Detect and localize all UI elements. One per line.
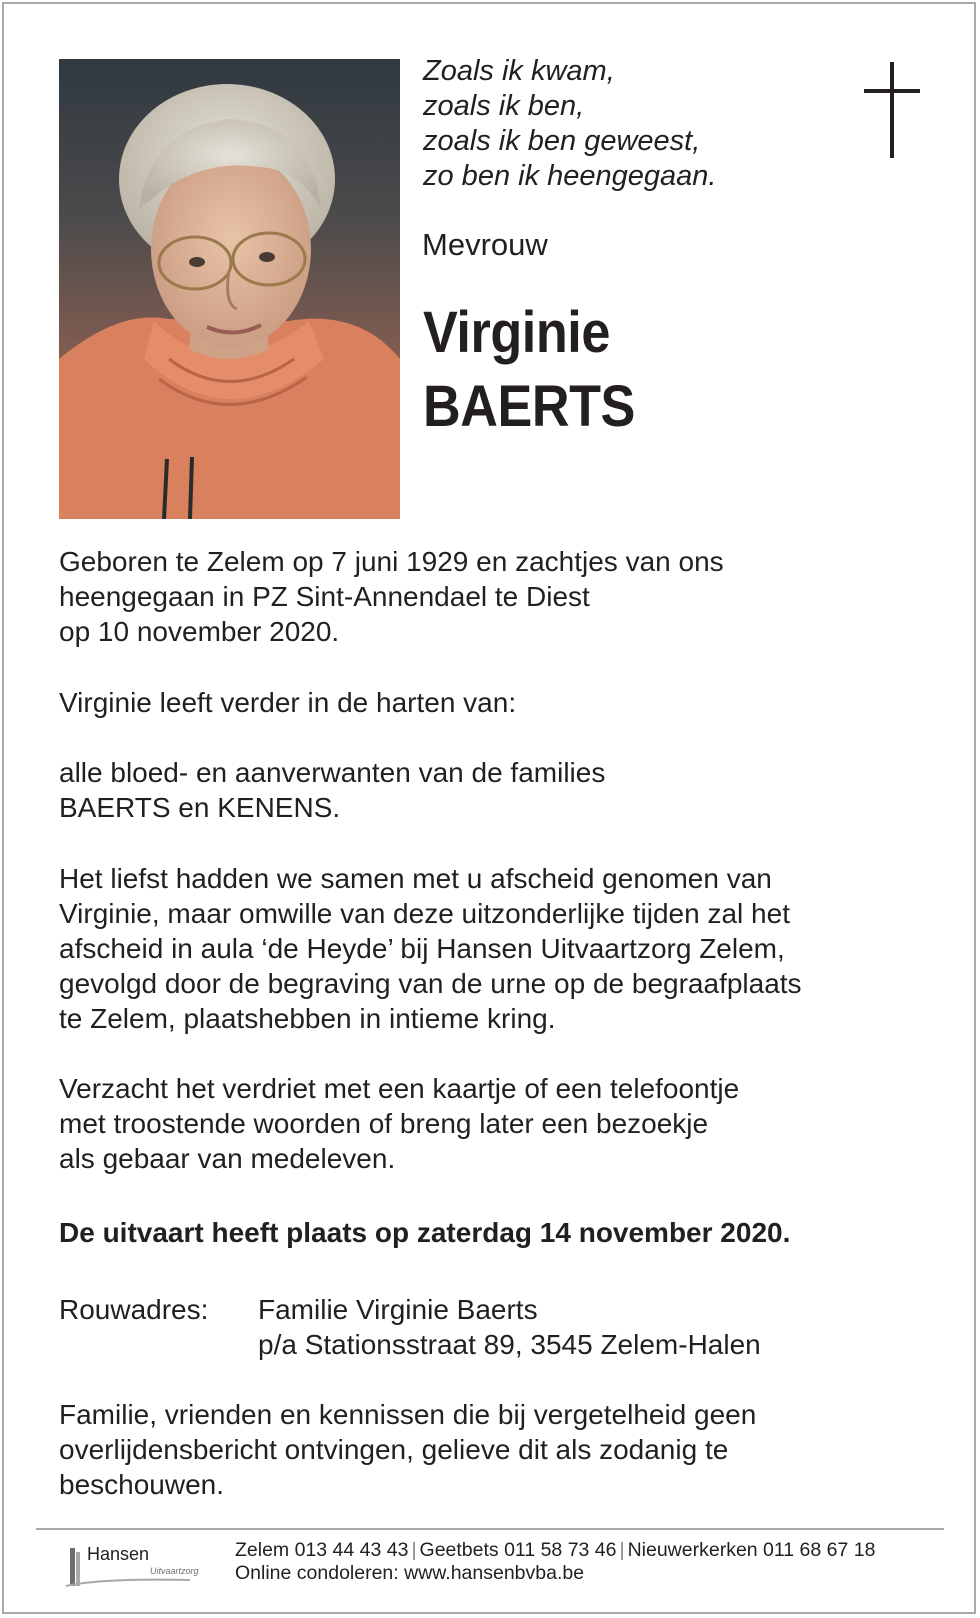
mourning-address-label: Rouwadres: <box>59 1294 209 1325</box>
footer-divider <box>36 1528 944 1530</box>
first-name: Virginie <box>423 300 610 365</box>
logo-name: Hansen <box>87 1544 150 1564</box>
logo-subtitle: Uitvaartzorg <box>150 1566 199 1576</box>
text-line: Verzacht het verdriet met een kaartje of een telefoontje <box>59 1073 740 1104</box>
portrait-illustration <box>59 59 400 519</box>
last-name: BAERTS <box>423 374 635 439</box>
poem-line: zo ben ik heengegaan. <box>423 160 717 192</box>
text-line: Familie, vrienden en kennissen die bij vergetelheid geen <box>59 1399 757 1430</box>
separator: | <box>619 1539 625 1561</box>
mourning-address <box>258 1292 761 1362</box>
text-line: afscheid in aula ‘de Heyde’ bij Hansen Uitvaartzorg Zelem, <box>59 933 785 964</box>
text-line: op 10 november 2020. <box>59 616 340 647</box>
text-line: Het liefst hadden we samen met u afscheid genomen van <box>59 863 772 894</box>
text-line: Geboren te Zelem op 7 juni 1929 en zachtjes van ons <box>59 546 724 577</box>
text-line: Virginie, maar omwille van deze uitzonderlijke tijden zal het <box>59 898 790 929</box>
text-line: te Zelem, plaatshebben in intieme kring. <box>59 1003 556 1034</box>
text-line: beschouwen. <box>59 1469 225 1500</box>
closing-paragraph <box>59 1397 756 1502</box>
lives-on-line <box>59 685 516 720</box>
separator: | <box>411 1539 417 1561</box>
text-line: met troostende woorden of breng later een bezoekje <box>59 1108 709 1139</box>
funeral-notice: De uitvaart heeft plaats op zaterdag 14 november 2020. <box>59 1217 791 1248</box>
contact-zelem: Zelem 013 44 43 43 <box>235 1539 409 1561</box>
address-line: Familie Virginie Baerts <box>258 1294 538 1325</box>
address-line: p/a Stationsstraat 89, 3545 Zelem-Halen <box>258 1329 761 1360</box>
text-line: heengegaan in PZ Sint-Annendael te Diest <box>59 581 590 612</box>
text-line: alle bloed- en aanverwanten van de families <box>59 757 606 788</box>
poem-line: zoals ik ben geweest, <box>423 125 701 157</box>
poem-line: zoals ik ben, <box>423 90 585 122</box>
honorific: Mevrouw <box>422 227 548 262</box>
contact-nieuwerkerken: Nieuwerkerken 011 68 67 18 <box>627 1539 876 1561</box>
comfort-paragraph <box>59 1071 739 1176</box>
contact-geetbets: Geetbets 011 58 73 46 <box>419 1539 617 1561</box>
text-line: BAERTS en KENENS. <box>59 792 341 823</box>
farewell-paragraph <box>59 861 802 1036</box>
portrait-photo <box>59 59 400 519</box>
contact-line <box>235 1539 875 1562</box>
deceased-name <box>423 296 635 444</box>
poem-line: Zoals ik kwam, <box>423 55 615 87</box>
text-line: overlijdensbericht ontvingen, gelieve dit als zodanig te <box>59 1434 729 1465</box>
text-line: Virginie leeft verder in de harten van: <box>59 687 517 718</box>
family-paragraph <box>59 755 605 825</box>
footer-contacts <box>235 1539 875 1585</box>
text-line: gevolgd door de begraving van de urne op de begraafplaats <box>59 968 802 999</box>
birth-death-paragraph <box>59 544 724 649</box>
online-condolences: Online condoleren: www.hansenbvba.be <box>235 1562 585 1584</box>
text-line: als gebaar van medeleven. <box>59 1143 396 1174</box>
poem <box>423 54 716 194</box>
latin-cross-icon <box>864 62 920 158</box>
